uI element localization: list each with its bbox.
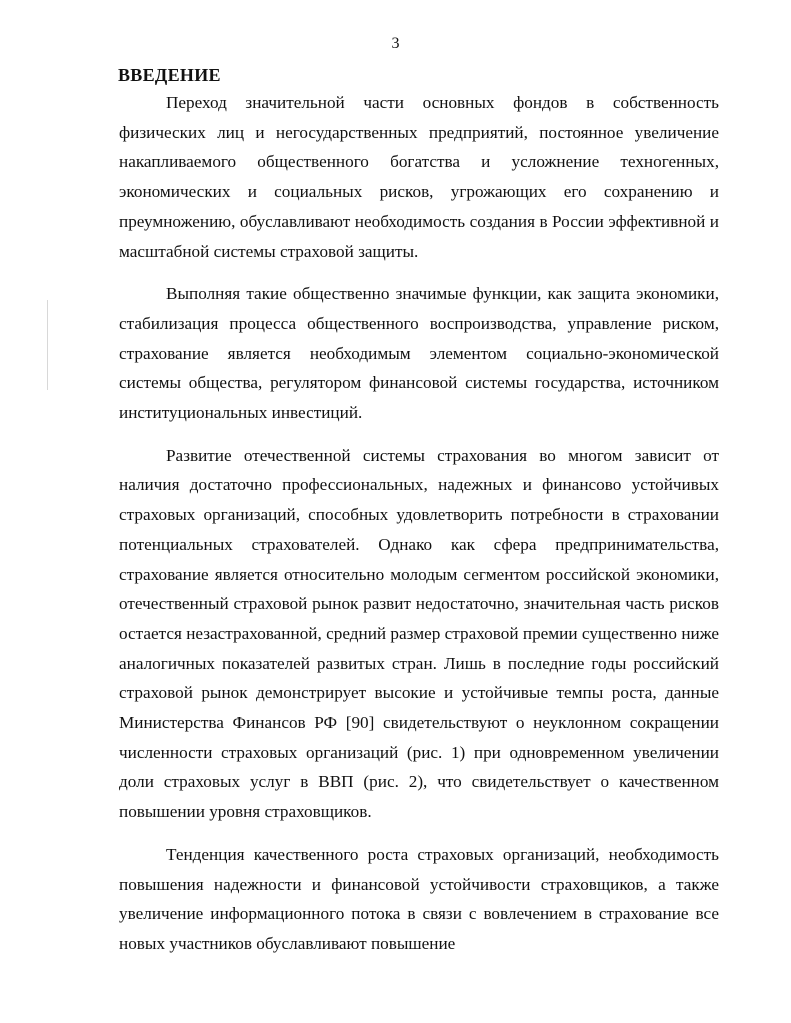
paragraph-1: Переход значительной части основных фондов в собственность физических лиц и негосударственных предприятий, постоянное увеличение накапливаемого общественного богатства и усложнение техногенных, экономических и социальных рисков, угрожающих его сохранению и преумножению, обуславливают необходимость создания в России эффективной и масштабной системы страховой защиты. xyxy=(119,93,719,261)
page-number: 3 xyxy=(391,35,400,52)
section-heading: ВВЕДЕНИЕ xyxy=(118,65,221,85)
paragraph-2: Выполняя такие общественно значимые функции, как защита экономики, стабилизация процесса общественного воспроизводства, управление риском, страхование является необходимым элементом социально-экономической системы общества, регулятором финансовой системы государства, источником институциональных инвестиций. xyxy=(119,284,719,423)
scan-margin-mark xyxy=(47,300,48,390)
paragraph-3: Развитие отечественной системы страхования во многом зависит от наличия достаточно профессиональных, надежных и финансово устойчивых страховых организаций, способных удовлетворить потребности в страховании потенциальных страхователей. Однако как сфера предпринимательства, страхование является относительно молодым сегментом российской экономики, отечественный страховой рынок развит недостаточно, значительная часть рисков остается незастрахованной, средний размер страховой премии существенно ниже аналогичных показателей развитых стран. Лишь в последние годы российский страховой рынок демонстрирует высокие и устойчивые темпы роста, данные Министерства Финансов РФ [90] свидетельствуют о неуклонном сокращении численности страховых организаций (рис. 1) при одновременном увеличении доли страховых услуг в ВВП (рис. 2), что свидетельствует о качественном повышении уровня страховщиков. xyxy=(119,445,719,822)
body-text xyxy=(119,88,719,972)
paragraph-4: Тенденция качественного роста страховых организаций, необходимость повышения надежности и финансовой устойчивости страховщиков, а также увеличение информационного потока в связи с вовлечением в страхование все новых участников обуславливают повышение xyxy=(119,844,719,953)
